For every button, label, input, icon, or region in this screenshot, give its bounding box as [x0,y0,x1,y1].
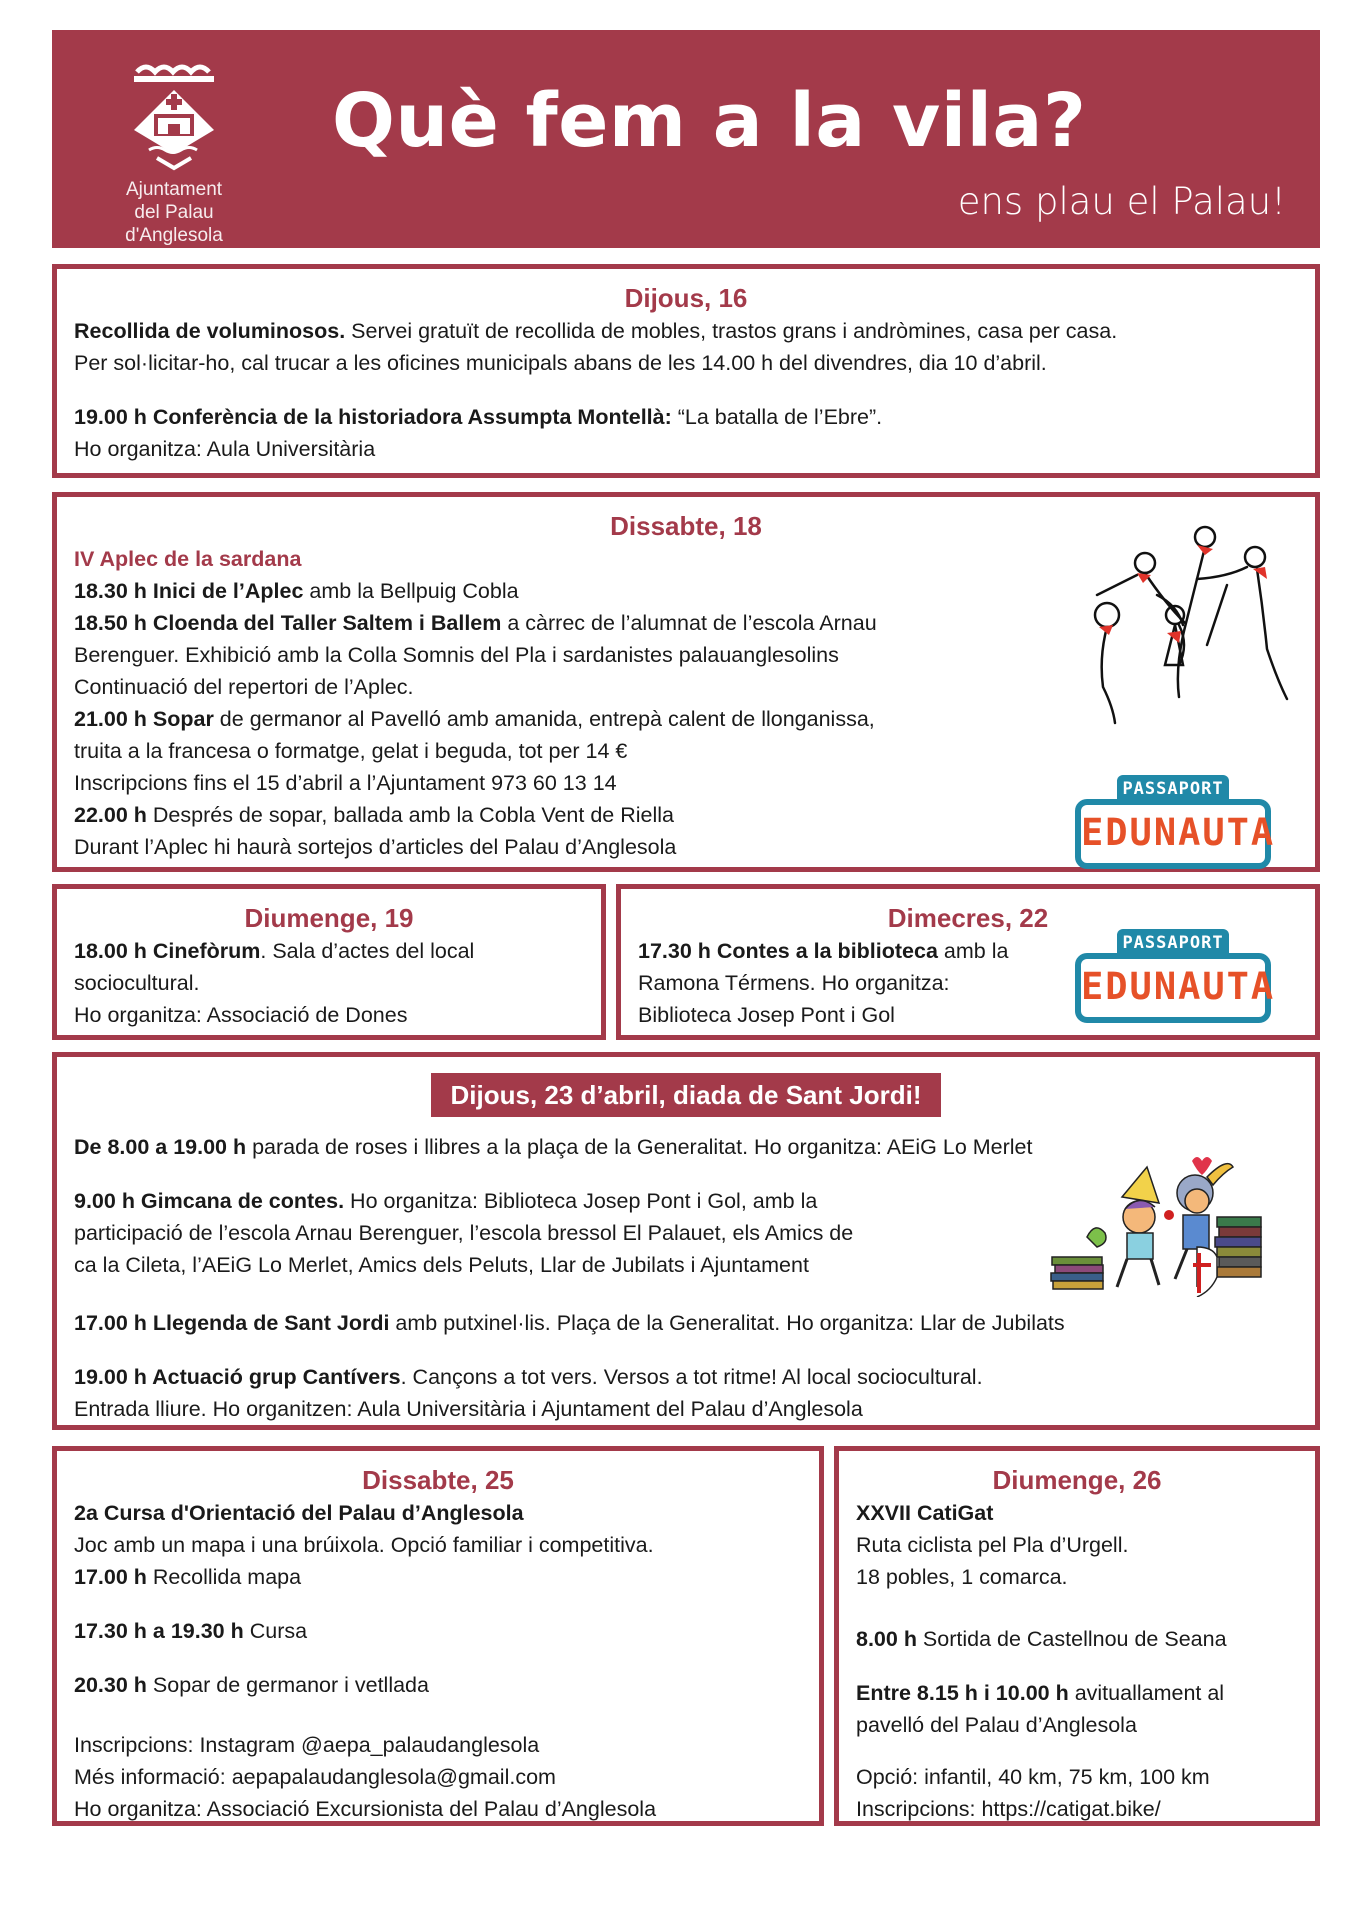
event-highlight: De 8.00 a 19.00 h [74,1135,247,1159]
event-line: Ramona Térmens. Ho organitza: [638,971,950,995]
event-highlight: 22.00 h [74,803,147,827]
event-line: Opció: infantil, 40 km, 75 km, 100 km [856,1765,1210,1789]
sardana-dancers-illustration [1067,515,1297,725]
event-subtitle: IV Aplec de la sardana [74,547,302,571]
event-highlight: 9.00 h Gimcana de contes. [74,1189,345,1213]
badge-top-text: PASSAPORT [1117,775,1229,801]
event-box-dissabte-18 [52,492,1320,872]
day-title: Dissabte, 18 [610,511,762,541]
event-line: truita a la francesa o formatge, gelat i beguda, tot per 14 € [74,739,628,763]
event-highlight: 21.00 h Sopar [74,707,214,731]
event-text: Sortida de Castellnou de Seana [916,1627,1227,1651]
event-line: Ruta ciclista pel Pla d’Urgell. [856,1533,1129,1557]
event-line: 18 pobles, 1 comarca. [856,1565,1068,1589]
event-box-dissabte-25 [52,1446,824,1826]
event-text: a càrrec de l’alumnat de l’escola Arnau [501,611,877,635]
event-text: parada de roses i llibres a la plaça de la Generalitat. Ho organitza: AEiG Lo Merlet [246,1135,1033,1159]
event-highlight: 17.00 h [74,1565,147,1589]
event-line: Durant l’Aplec hi haurà sortejos d’articles del Palau d’Anglesola [74,835,677,859]
logo-text-line2: del Palau d'Anglesola [125,202,223,246]
event-line: sociocultural. [74,971,200,995]
event-highlight: 19.00 h Actuació grup Cantívers [74,1365,401,1389]
event-line: Inscripcions fins el 15 d’abril a l’Ajuntament 973 60 13 14 [74,771,617,795]
event-highlight: 17.00 h Llegenda de Sant Jordi [74,1311,390,1335]
event-box-diumenge-19 [52,884,606,1040]
event-subtitle: 2a Cursa d'Orientació del Palau d’Anglesola [74,1501,524,1525]
event-box-diumenge-26 [834,1446,1320,1826]
event-text: amb la Bellpuig Cobla [303,579,519,603]
sant-jordi-banner: Dijous, 23 d’abril, diada de Sant Jordi! [431,1073,942,1117]
event-line: Berenguer. Exhibició amb la Colla Somnis del Pla i sardanistes palauanglesolins [74,643,839,667]
event-text: amb la [937,939,1009,963]
event-line [74,1615,802,1647]
event-line [74,1361,1298,1393]
event-line: Ho organitza: Associació de Dones [74,1003,408,1027]
event-highlight: 18.00 h Cinefòrum [74,939,261,963]
event-text: . Sala d’actes del local [260,939,475,963]
event-highlight: 18.30 h Inici de l’Aplec [74,579,304,603]
event-text: amb putxinel·lis. Plaça de la Generalitat. Ho organitza: Llar de Jubilats [389,1311,1065,1335]
event-highlight: 18.50 h Cloenda del Taller Saltem i Ballem [74,611,502,635]
event-line: Per sol·licitar-ho, cal trucar a les oficines municipals abans de les 14.00 h del divendres, dia 10 d’abril. [74,351,1047,375]
sant-jordi-kids-illustration [1047,1157,1277,1297]
event-highlight: 8.00 h [856,1627,917,1651]
event-line: Ho organitza: Aula Universitària [74,437,376,461]
event-line: pavelló del Palau d’Anglesola [856,1713,1137,1737]
header-banner [52,30,1320,248]
event-line: Continuació del repertori de l’Aplec. [74,675,414,699]
page-subtitle: ens plau el Palau! [957,180,1286,223]
event-line: ca la Cileta, l’AEiG Lo Merlet, Amics dels Peluts, Llar de Jubilats i Ajuntament [74,1253,809,1277]
event-line: participació de l’escola Arnau Berenguer, l’escola bressol El Palauet, els Amics de [74,1221,854,1245]
event-highlight: Recollida de voluminosos. [74,319,346,343]
town-logo [84,54,264,246]
event-line [856,1623,1298,1655]
event-highlight: Entre 8.15 h i 10.00 h [856,1681,1069,1705]
event-line: Biblioteca Josep Pont i Gol [638,1003,895,1027]
page-title: Què fem a la vila? [332,78,1087,164]
event-text: Després de sopar, ballada amb la Cobla Vent de Riella [146,803,674,827]
event-box-sant-jordi [52,1052,1320,1430]
badge-main-text: EDUNAUTA [1075,953,1271,1023]
event-text: “La batalla de l’Ebre”. [671,405,883,429]
passaport-edunauta-badge [1075,775,1276,871]
email-link: Més informació: aepapalaudanglesola@gmail.com [74,1765,556,1789]
event-line: Inscripcions: Instagram @aepa_palaudanglesola [74,1733,540,1757]
event-line [856,1677,1298,1709]
event-box-dijous-16 [52,264,1320,478]
day-title: Dijous, 16 [624,283,748,313]
event-line [74,401,1298,433]
event-highlight: 20.30 h [74,1673,147,1697]
day-title: Dissabte, 25 [362,1465,514,1495]
event-line [74,1561,802,1593]
event-text: Servei gratuït de recollida de mobles, trastos grans i andròmines, casa per casa. [345,319,1118,343]
passaport-edunauta-badge [1075,929,1276,1025]
event-highlight: 17.30 h Contes a la biblioteca [638,939,938,963]
logo-text-line1: Ajuntament [125,179,223,200]
event-line [74,1669,802,1701]
event-line [74,935,584,967]
event-text: avituallament al [1068,1681,1225,1705]
event-subtitle: XXVII CatiGat [856,1501,994,1525]
event-line [74,315,1298,347]
day-title: Diumenge, 19 [244,903,414,933]
event-text: . Cançons a tot vers. Versos a tot ritme! Al local sociocultural. [400,1365,983,1389]
day-title: Dimecres, 22 [887,903,1049,933]
event-text: Recollida mapa [146,1565,302,1589]
coat-of-arms-icon [119,54,229,174]
event-text: Cursa [243,1619,308,1643]
event-line: Entrada lliure. Ho organitzen: Aula Universitària i Ajuntament del Palau d’Anglesola [74,1397,863,1421]
event-text: de germanor al Pavelló amb amanida, entrepà calent de llonganissa, [213,707,875,731]
event-line: Ho organitza: Associació Excursionista del Palau d’Anglesola [74,1797,657,1821]
event-box-dimecres-22 [616,884,1320,1040]
event-line [74,1307,1298,1339]
event-highlight: 19.00 h Conferència de la historiadora Assumpta Montellà: [74,405,672,429]
event-text: Ho organitza: Biblioteca Josep Pont i Gol, amb la [344,1189,818,1213]
badge-top-text: PASSAPORT [1117,929,1229,955]
registration-link: Inscripcions: https://catigat.bike/ [856,1797,1161,1821]
badge-main-text: EDUNAUTA [1075,799,1271,869]
day-title: Diumenge, 26 [992,1465,1162,1495]
event-highlight: 17.30 h a 19.30 h [74,1619,244,1643]
event-text: Sopar de germanor i vetllada [146,1673,429,1697]
event-line: Joc amb un mapa i una brúixola. Opció familiar i competitiva. [74,1533,654,1557]
